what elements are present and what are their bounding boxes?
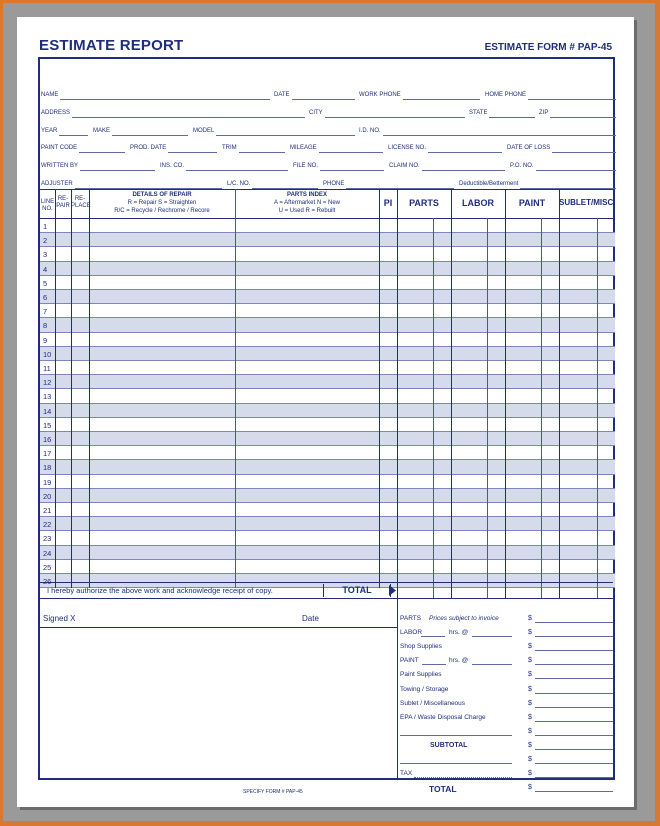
table-row[interactable] [40,432,615,446]
authorize-statement: I hereby authorize the above work and acknowledge receipt of copy. [47,586,273,595]
col-repair: RE- PAIR [56,196,70,209]
line-number: 23 [43,534,52,544]
field-label-zip: ZIP [539,110,549,116]
amount-input-line[interactable] [535,791,613,792]
table-row[interactable] [40,304,615,318]
table-row[interactable] [40,219,615,233]
field-label-i-d-no: I.D. NO. [359,128,381,134]
details-legend-2: R/C = Recycle / Rechrome / Recore [114,208,210,214]
line-number: 25 [43,562,52,572]
hours-input-line[interactable] [421,636,445,637]
field-input-line[interactable] [428,152,502,153]
parts-index-legend-2: U = Used R = Rebuilt [278,208,336,214]
dollar-sign: $ [528,643,532,651]
dollar-sign: $ [528,615,532,622]
table-row[interactable] [40,389,615,403]
field-label-name: NAME [41,92,59,98]
col-pi: PI [383,198,393,208]
field-label-license-no: LICENSE NO. [388,145,427,151]
field-label-work-phone: WORK PHONE [359,92,401,98]
line-number: 26 [43,577,52,586]
amount-input-line[interactable] [535,749,613,750]
field-input-line[interactable] [80,170,155,171]
table-row[interactable] [40,560,615,574]
summary-labor: LABOR [400,629,423,637]
line-number: 11 [43,364,51,373]
table-row[interactable] [40,503,615,517]
table-row[interactable] [40,475,615,489]
parts-index-title: PARTS INDEX [287,192,327,198]
amount-input-line[interactable] [535,664,613,665]
field-label-date: DATE [274,92,290,98]
field-input-line[interactable] [403,99,480,100]
line-number: 13 [43,392,52,402]
field-input-line[interactable] [112,135,188,136]
field-input-line[interactable] [528,99,616,100]
column-divider [559,189,560,598]
table-row[interactable] [40,347,615,361]
col-paint: PAINT [518,198,546,208]
line-number: 15 [43,420,52,430]
line-number: 4 [43,264,48,274]
table-row[interactable] [40,489,615,503]
field-input-line[interactable] [239,152,285,153]
details-title: DETAILS OF REPAIR [132,192,192,198]
field-label-file-no: FILE NO. [293,163,319,169]
details-legend-1: R = Repair S = Straighten [127,200,197,206]
column-divider [433,218,434,598]
field-input-line[interactable] [60,99,270,100]
line-number: 17 [43,449,52,459]
estimate-page [17,17,634,807]
summary-tax: TAX [400,770,413,778]
table-row[interactable] [40,531,615,545]
field-input-line[interactable] [320,170,384,171]
dollar-sign: $ [528,741,532,749]
column-divider [541,218,542,598]
summary-parts: PARTS [400,615,422,622]
signed-label: Signed X [43,614,76,623]
field-input-line[interactable] [186,170,288,171]
summary-subtotal: SUBTOTAL [430,741,468,749]
summary-shop-supplies: Shop Supplies [400,643,442,651]
dollar-sign: $ [528,727,532,735]
amount-input-line[interactable] [535,678,613,679]
field-input-line[interactable] [536,170,616,171]
rate-input-line[interactable] [472,664,512,665]
field-input-line[interactable] [325,117,465,118]
col-sublet: SUBLET/MISC. [559,198,616,207]
table-row[interactable] [40,318,615,332]
amount-input-line[interactable] [535,636,613,637]
column-divider [451,189,452,598]
table-row[interactable] [40,233,615,247]
table-row[interactable] [40,404,615,418]
total-label: TOTAL [323,584,391,597]
parts-index-legend-1: A = Aftermarket N = New [273,200,341,206]
field-input-line[interactable] [79,152,125,153]
table-row[interactable] [40,418,615,432]
dollar-sign: $ [528,756,532,763]
field-input-line[interactable] [422,170,505,171]
amount-input-line[interactable] [535,707,613,708]
amount-input-line[interactable] [535,622,613,623]
summary-towing: Towing / Storage [400,685,449,693]
estimate-form [38,57,616,795]
specify-note: SPECIFY FORM # PAP-45 [243,789,303,795]
summary-parts-note: Prices subject to invoice [429,615,499,622]
column-divider [487,218,488,598]
table-row[interactable] [40,460,615,474]
line-number: 24 [43,548,52,558]
dollar-sign: $ [528,770,532,778]
amount-input-line[interactable] [535,763,613,764]
col-labor: LABOR [462,198,494,208]
field-input-line[interactable] [216,135,355,136]
summary-epa: EPA / Waste Disposal Charge [400,713,486,721]
line-number: 16 [43,435,52,444]
field-label-adjuster: ADJUSTER [41,181,73,187]
field-label-l-c-no: L/C. NO. [227,181,251,187]
field-label-address: ADDRESS [41,110,71,116]
amount-input-line[interactable] [535,693,613,694]
field-label-year: YEAR [41,128,58,134]
dollar-sign: $ [528,784,532,792]
field-label-phone: PHONE [323,181,345,187]
line-number: 18 [43,463,52,473]
line-number: 19 [43,477,52,487]
table-row[interactable] [40,517,615,531]
summary-blank-line[interactable] [414,777,512,778]
line-number: 9 [43,335,48,345]
field-label-state: STATE [469,110,488,116]
line-number: 2 [43,236,48,246]
summary-paint-supplies: Paint Supplies [400,671,442,679]
summary-blank-line[interactable] [400,763,512,764]
line-number: 21 [43,506,52,515]
line-number: 20 [43,491,52,501]
field-label-model: MODEL [193,128,215,134]
table-row[interactable] [40,333,615,347]
field-label-paint-code: PAINT CODE [41,145,78,151]
field-label-written-by: WRITTEN BY [41,163,78,169]
table-row[interactable] [40,247,615,261]
summary-total: TOTAL [429,784,457,795]
amount-input-line[interactable] [535,777,613,778]
rate-input-line[interactable] [472,636,512,637]
field-label-ins-co: INS. CO. [160,163,185,169]
field-input-line[interactable] [550,117,616,118]
line-number: 14 [43,406,52,416]
dollar-sign: $ [528,671,532,679]
field-label-trim: TRIM [222,145,237,151]
dollar-sign: $ [528,699,532,707]
field-input-line[interactable] [292,99,355,100]
table-row[interactable] [40,290,615,304]
line-number: 5 [43,278,48,288]
field-input-line[interactable] [59,135,88,136]
amount-input-line[interactable] [535,735,613,736]
column-divider [71,189,72,588]
field-label-claim-no: CLAIM NO. [389,163,420,169]
table-row[interactable] [40,375,615,389]
table-row[interactable] [40,446,615,460]
column-divider [89,189,90,588]
date-label: Date [302,614,319,623]
field-label-date-of-loss: DATE OF LOSS [507,145,551,151]
table-row[interactable] [40,262,615,276]
column-divider [397,189,398,598]
field-label-prod-date: PROD. DATE [130,145,167,151]
line-number: 1 [43,222,48,231]
table-row[interactable] [40,361,615,375]
column-divider [505,189,506,598]
amount-input-line[interactable] [535,721,613,722]
table-row[interactable] [40,546,615,560]
field-label-p-o-no: P.O. NO. [510,163,534,169]
column-divider [597,218,598,598]
summary-sublet: Sublet / Miscellaneous [400,699,466,707]
hours-input-line[interactable] [422,664,446,665]
column-divider [379,189,380,588]
report-title: ESTIMATE REPORT [39,37,184,54]
column-divider [55,189,56,588]
summary-blank-line[interactable] [400,735,512,736]
line-number: 22 [43,520,52,530]
col-line-no: LINE NO. [40,199,55,212]
field-input-line[interactable] [489,117,535,118]
field-label-mileage: MILEAGE [290,145,317,151]
field-input-line[interactable] [552,152,616,153]
field-input-line[interactable] [319,152,383,153]
field-label-city: CITY [309,110,323,116]
amount-input-line[interactable] [535,650,613,651]
field-label-make: MAKE [93,128,111,134]
summary-paint-note: hrs. @ [449,657,469,665]
col-replace: RE- PLACE [71,196,91,209]
field-input-line[interactable] [168,152,217,153]
line-number: 6 [43,293,48,302]
field-input-line[interactable] [383,135,616,136]
summary-paint: PAINT [400,657,419,665]
line-number: 12 [43,378,52,388]
dollar-sign: $ [528,685,532,693]
summary-labor-note: hrs. @ [449,629,469,637]
dollar-sign: $ [528,629,532,637]
line-number: 8 [43,321,48,331]
col-parts: PARTS [409,198,439,208]
line-number: 10 [43,349,52,359]
form-number: ESTIMATE FORM # PAP-45 [484,42,612,53]
dollar-sign: $ [528,657,532,665]
total-arrow-icon [388,584,397,597]
field-label-home-phone: HOME PHONE [485,92,527,98]
table-row[interactable] [40,276,615,290]
field-label-deductible-betterment: Deductible/Betterment [459,181,519,187]
dollar-sign: $ [528,713,532,721]
line-number: 7 [43,307,48,317]
field-input-line[interactable] [72,117,305,118]
column-divider [235,189,236,588]
line-number: 3 [43,250,48,260]
